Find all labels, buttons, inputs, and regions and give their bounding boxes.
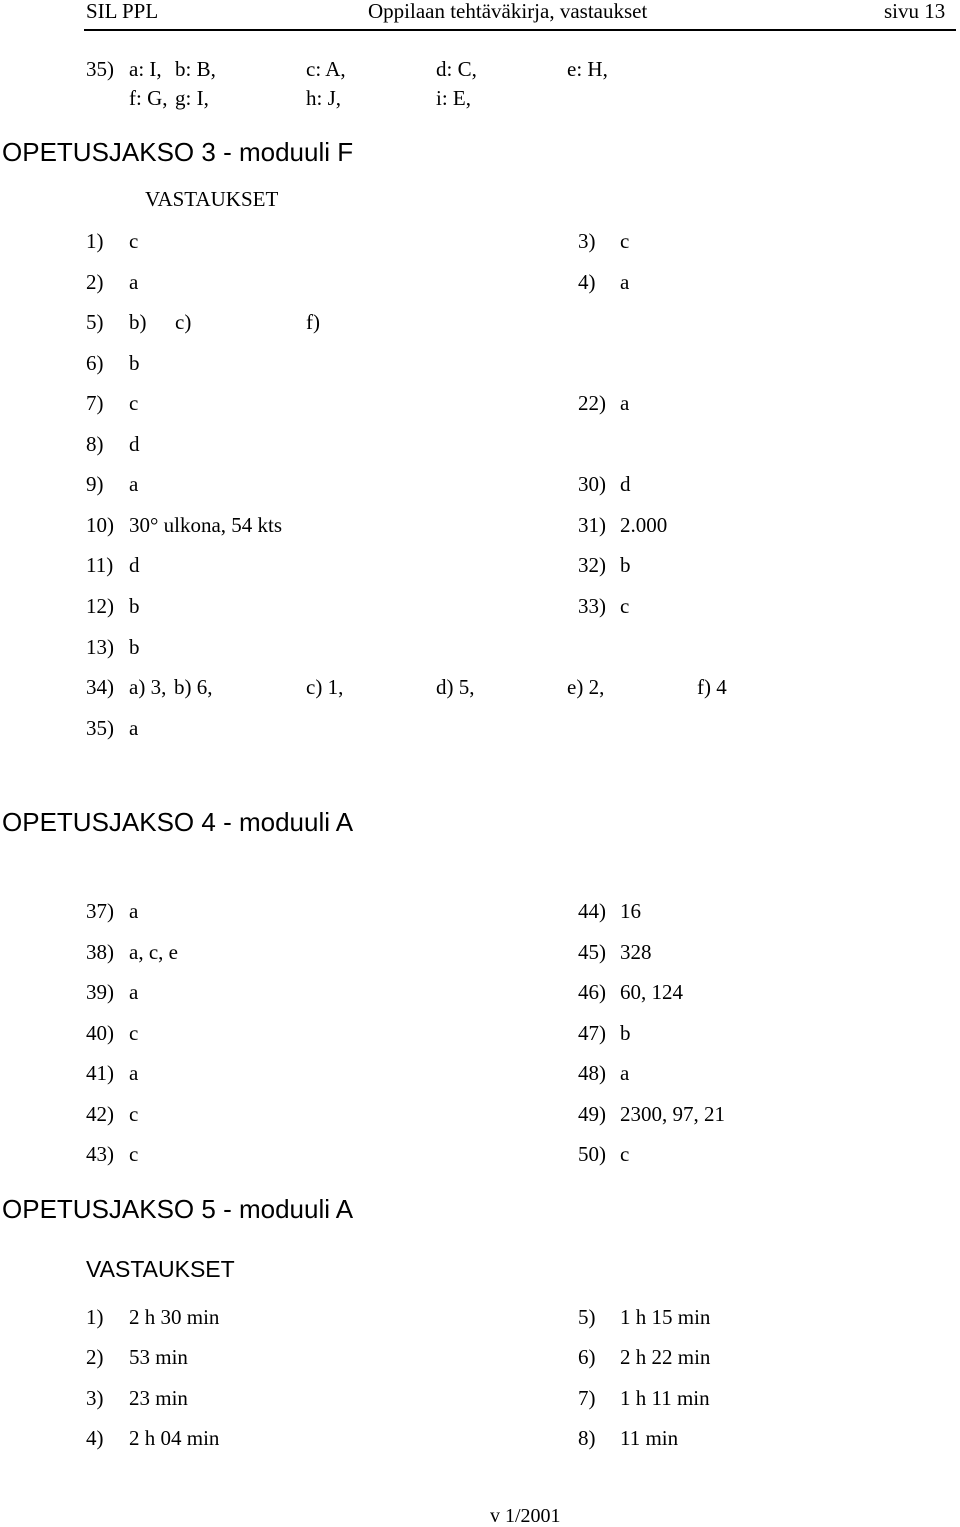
answer-text: i: E, — [436, 86, 471, 110]
item-number: 4) — [578, 270, 596, 294]
page-number: sivu 13 — [884, 0, 946, 23]
answer-text: 30° ulkona, 54 kts — [129, 513, 283, 537]
item-number: 11) — [86, 553, 114, 577]
answer-text: a — [129, 270, 139, 294]
footer-version: v 1/2001 — [490, 1505, 561, 1527]
item-number: 46) — [578, 980, 606, 1004]
item-number: 8) — [578, 1426, 596, 1450]
item-number: 50) — [578, 1142, 606, 1166]
answer-text: g: I, — [175, 86, 209, 110]
answer-text: a — [129, 716, 139, 740]
answer-text: c — [129, 1102, 139, 1126]
item-number: 5) — [86, 310, 104, 334]
item-number: 47) — [578, 1021, 606, 1045]
answer-text: a) 3, — [129, 675, 167, 699]
item-number: 5) — [578, 1305, 596, 1329]
item-number: 40) — [86, 1021, 114, 1045]
answer-text: 328 — [620, 940, 652, 964]
answer-text: 23 min — [129, 1386, 188, 1410]
answer-text: 11 min — [620, 1426, 679, 1450]
item-number: 7) — [86, 391, 104, 415]
answer-text: 1 h 15 min — [620, 1305, 711, 1329]
item-number: 6) — [578, 1345, 596, 1369]
answer-text: a: I, — [129, 57, 162, 81]
answer-text: 2 h 30 min — [129, 1305, 220, 1329]
answer-text: d) 5, — [436, 675, 475, 699]
answer-text: a — [620, 270, 630, 294]
answer-text: c — [129, 1021, 139, 1045]
item-number: 2) — [86, 1345, 104, 1369]
item-number: 3) — [578, 229, 596, 253]
item-number: 44) — [578, 899, 606, 923]
item-number: 39) — [86, 980, 114, 1004]
answer-text: a — [129, 980, 139, 1004]
answer-text: a, c, e — [129, 940, 178, 964]
item-number: 32) — [578, 553, 606, 577]
answer-text: c — [129, 229, 139, 253]
answer-text: f: G, — [129, 86, 168, 110]
item-number: 30) — [578, 472, 606, 496]
answer-text: 53 min — [129, 1345, 188, 1369]
item-number: 12) — [86, 594, 114, 618]
answer-text: d — [129, 553, 140, 577]
section-title: OPETUSJAKSO 5 - moduuli A — [2, 1194, 354, 1224]
answer-text: 2300, 97, 21 — [620, 1102, 725, 1126]
item-number: 10) — [86, 513, 114, 537]
item-number: 2) — [86, 270, 104, 294]
item-number: 1) — [86, 1305, 104, 1329]
item-number: 49) — [578, 1102, 606, 1126]
item-number: 3) — [86, 1386, 104, 1410]
answer-text: a — [129, 1061, 139, 1085]
answer-text: 2 h 04 min — [129, 1426, 220, 1450]
answer-text: b — [620, 553, 631, 577]
item-number: 4) — [86, 1426, 104, 1450]
answer-text: c) 1, — [306, 675, 344, 699]
section-title: OPETUSJAKSO 3 - moduuli F — [2, 137, 354, 167]
answer-text: c: A, — [306, 57, 346, 81]
item-number: 41) — [86, 1061, 114, 1085]
item-number: 38) — [86, 940, 114, 964]
answer-text: e: H, — [567, 57, 608, 81]
answer-text: b) — [129, 310, 147, 334]
item-number: 42) — [86, 1102, 114, 1126]
section-subtitle: VASTAUKSET — [145, 187, 279, 211]
item-number: 22) — [578, 391, 606, 415]
answer-text: c — [620, 229, 630, 253]
answer-text: b) 6, — [174, 675, 213, 699]
answer-text: b — [129, 351, 140, 375]
item-number: 13) — [86, 635, 114, 659]
answer-text: 2 h 22 min — [620, 1345, 711, 1369]
answer-text: 1 h 11 min — [620, 1386, 710, 1410]
header-rule — [84, 29, 956, 31]
answer-text: 16 — [620, 899, 641, 923]
answer-text: c — [129, 391, 139, 415]
answer-text: c — [620, 594, 630, 618]
item-number: 37) — [86, 899, 114, 923]
answer-text: b — [129, 635, 140, 659]
item-number: 35) — [86, 716, 114, 740]
answer-text: f) 4 — [697, 675, 727, 699]
header-left: SIL PPL — [86, 0, 159, 23]
item-number: 7) — [578, 1386, 596, 1410]
item-number: 45) — [578, 940, 606, 964]
answer-text: c — [620, 1142, 630, 1166]
answer-text: d — [129, 432, 140, 456]
answer-text: a — [129, 899, 139, 923]
answer-text: h: J, — [306, 86, 342, 110]
item-number: 6) — [86, 351, 104, 375]
item-number: 1) — [86, 229, 104, 253]
item-number: 48) — [578, 1061, 606, 1085]
item-number: 34) — [86, 675, 114, 699]
answer-text: e) 2, — [567, 675, 605, 699]
section-subtitle: VASTAUKSET — [86, 1256, 235, 1282]
answer-text: b — [129, 594, 140, 618]
answer-text: c) — [175, 310, 192, 334]
header-title: Oppilaan tehtäväkirja, vastaukset — [368, 0, 648, 23]
item-number: 33) — [578, 594, 606, 618]
answer-text: d: C, — [436, 57, 477, 81]
answer-text: b — [620, 1021, 631, 1045]
answer-text: b: B, — [175, 57, 216, 81]
section-title: OPETUSJAKSO 4 - moduuli A — [2, 807, 354, 837]
item-number: 31) — [578, 513, 606, 537]
answer-text: c — [129, 1142, 139, 1166]
item-number: 35) — [86, 57, 114, 81]
answer-text: a — [620, 1061, 630, 1085]
answer-text: d — [620, 472, 631, 496]
answer-text: 60, 124 — [620, 980, 683, 1004]
answer-text: 2.000 — [620, 513, 668, 537]
item-number: 43) — [86, 1142, 114, 1166]
item-number: 8) — [86, 432, 104, 456]
answer-text: a — [129, 472, 139, 496]
answer-text: f) — [306, 310, 320, 334]
item-number: 9) — [86, 472, 104, 496]
answer-text: a — [620, 391, 630, 415]
